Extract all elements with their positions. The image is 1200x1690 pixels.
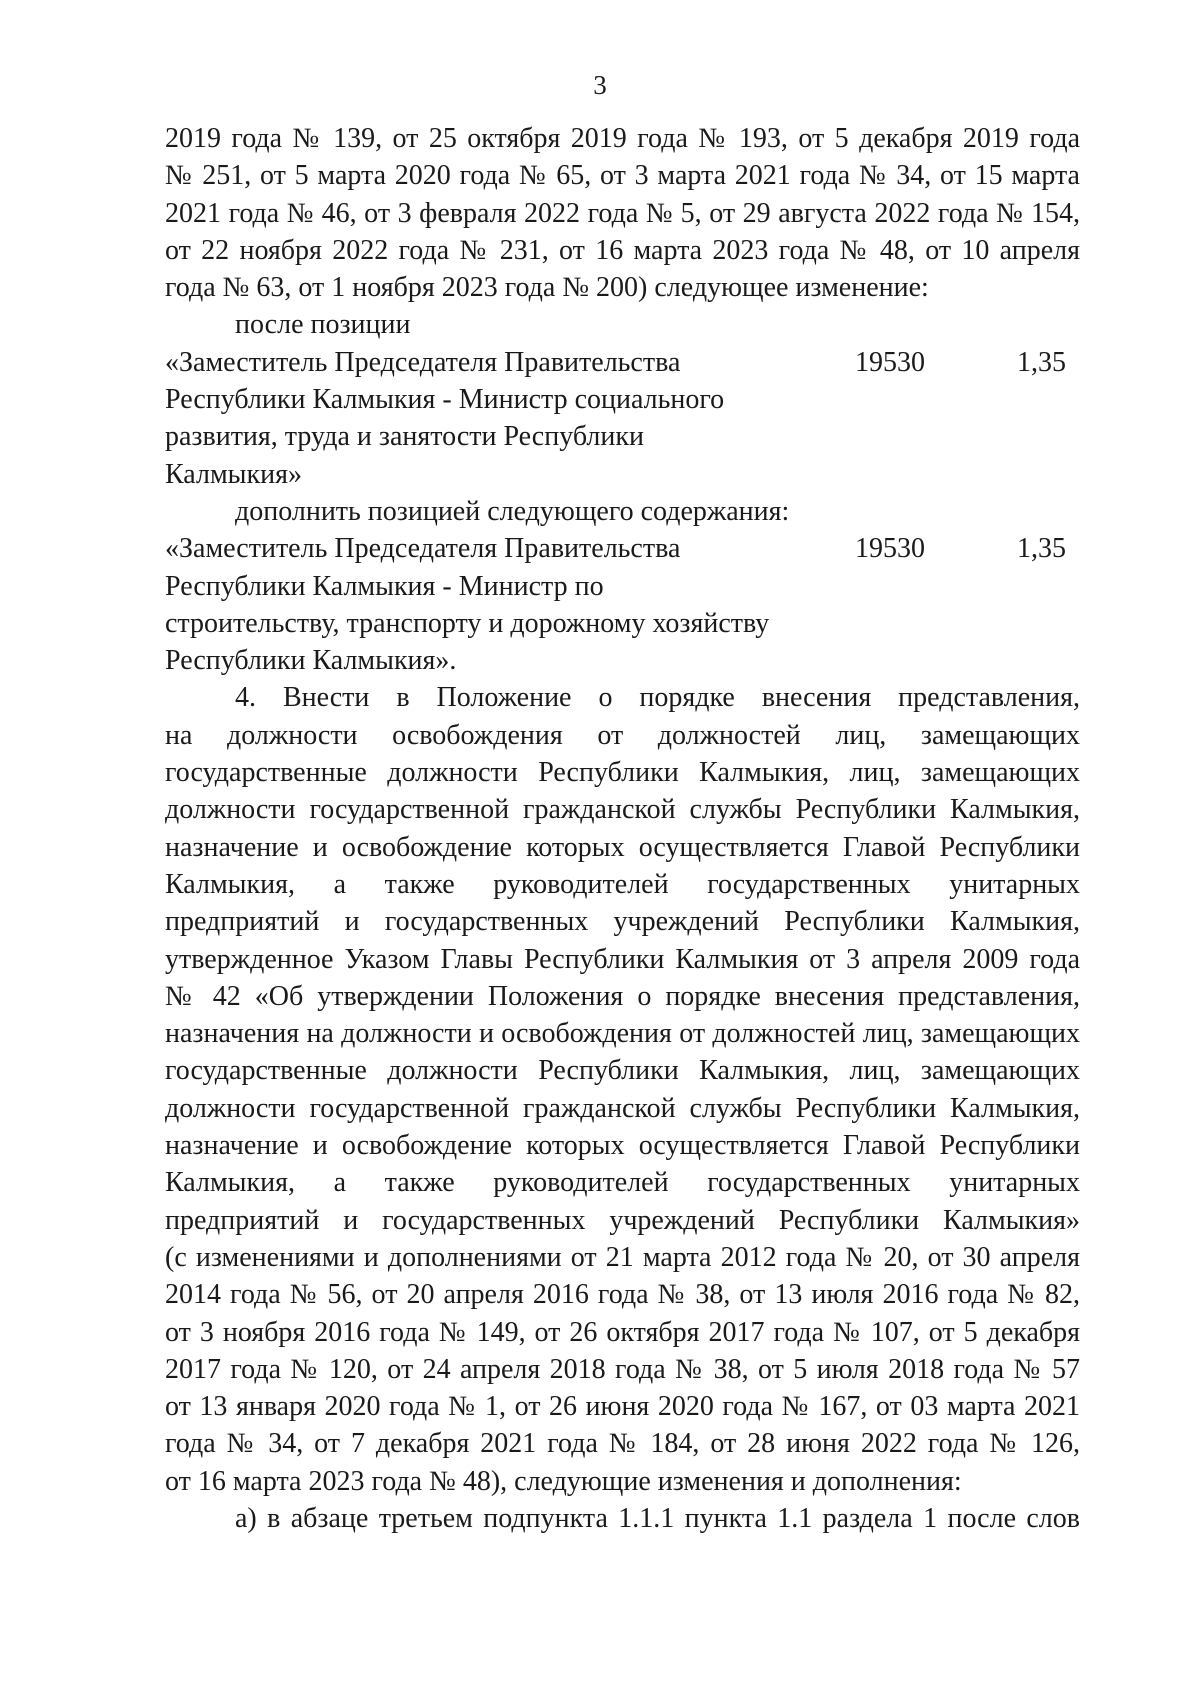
text-line: от 22 ноября 2022 года № 231, от 16 марта 2023 года № 48, от 10 апреля [165,234,1080,266]
position-title-line: Республики Калмыкия - Министр социального [165,384,725,416]
text-line: 2014 года № 56, от 20 апреля 2016 года № 38, от 13 июля 2016 года № 82, [165,1279,1080,1311]
text-line: 2017 года № 120, от 24 апреля 2018 года № 38, от 5 июля 2018 года № 57 [165,1353,1080,1385]
text-line: № 42 «Об утверждении Положения о порядке внесения представления, [165,980,1080,1012]
text-line: назначения на должности и освобождения от должностей лиц, замещающих [165,1018,1080,1050]
subitem-a: а) в абзаце третьем подпункта 1.1.1 пункта 1.1 раздела 1 после слов [235,1502,1080,1534]
document-body [165,120,1080,1537]
position-title-line: Республики Калмыкия». [165,645,457,677]
text-line: Калмыкия, а также руководителей государственных унитарных [165,868,1080,900]
position-amount: 19530 [855,346,925,378]
text-line: года № 34, от 7 декабря 2021 года № 184, от 28 июня 2022 года № 126, [165,1428,1080,1460]
position-2 [165,530,1080,679]
position-1 [165,344,1080,493]
position-amount: 19530 [855,533,925,565]
intro-paragraph [165,120,1080,306]
text-line: года № 63, от 1 ноября 2023 года № 200) следующее изменение: [165,272,929,304]
text-line: Калмыкия, а также руководителей государственных унитарных [165,1167,1080,1199]
text-line: от 16 марта 2023 года № 48), следующие изменения и дополнения: [165,1465,962,1497]
text-line: от 3 ноября 2016 года № 149, от 26 октября 2017 года № 107, от 5 декабря [165,1316,1080,1348]
position-coefficient: 1,35 [1017,533,1066,565]
text-line: 2019 года № 139, от 25 октября 2019 года № 193, от 5 декабря 2019 года [165,123,1080,154]
text-line: от 13 января 2020 года № 1, от 26 июня 2020 года № 167, от 03 марта 2021 [165,1391,1080,1423]
page-number: 3 [593,70,607,100]
position-title-line: «Заместитель Председателя Правительства [165,533,681,565]
position-title-line: «Заместитель Председателя Правительства [165,346,681,378]
text-line: должности государственной гражданской службы Республики Калмыкия, [165,794,1080,826]
position-row [165,344,1080,381]
text-line: утвержденное Указом Главы Республики Калмыкия от 3 апреля 2009 года [165,943,1080,975]
text-line: государственные должности Республики Калмыкия, лиц, замещающих [165,757,1080,789]
text-line: № 251, от 5 марта 2020 года № 65, от 3 марта 2021 года № 34, от 15 марта [165,160,1080,192]
text-line: 2021 года № 46, от 3 февраля 2022 года № 5, от 29 августа 2022 года № 154, [165,197,1080,229]
text-line: на должности освобождения от должностей лиц, замещающих [165,719,1080,751]
supplement-label: дополнить позицией следующего содержания: [235,495,790,527]
position-title-line: Калмыкия» [165,458,302,490]
after-position-label: после позиции [235,309,411,341]
position-title-line: Республики Калмыкия - Министр по [165,570,604,602]
item-4-paragraph [165,679,1080,1500]
position-coefficient: 1,35 [1017,346,1066,378]
text-line: предприятий и государственных учреждений Республики Калмыкия» [165,1204,1080,1236]
text-line: 4. Внести в Положение о порядке внесения представления, [235,682,1080,714]
text-line: назначение и освобождение которых осуществляется Главой Республики [165,1130,1080,1162]
text-line: должности государственной гражданской службы Республики Калмыкия, [165,1092,1080,1124]
position-row [165,530,1080,567]
text-line: предприятий и государственных учреждений Республики Калмыкия, [165,906,1080,938]
text-line: (с изменениями и дополнениями от 21 марта 2012 года № 20, от 30 апреля [165,1241,1080,1273]
text-line: государственные должности Республики Калмыкия, лиц, замещающих [165,1055,1080,1087]
text-line: назначение и освобождение которых осуществляется Главой Республики [165,831,1080,863]
position-title-line: развития, труда и занятости Республики [165,421,644,453]
position-title-line: строительству, транспорту и дорожному хозяйству [165,607,770,639]
